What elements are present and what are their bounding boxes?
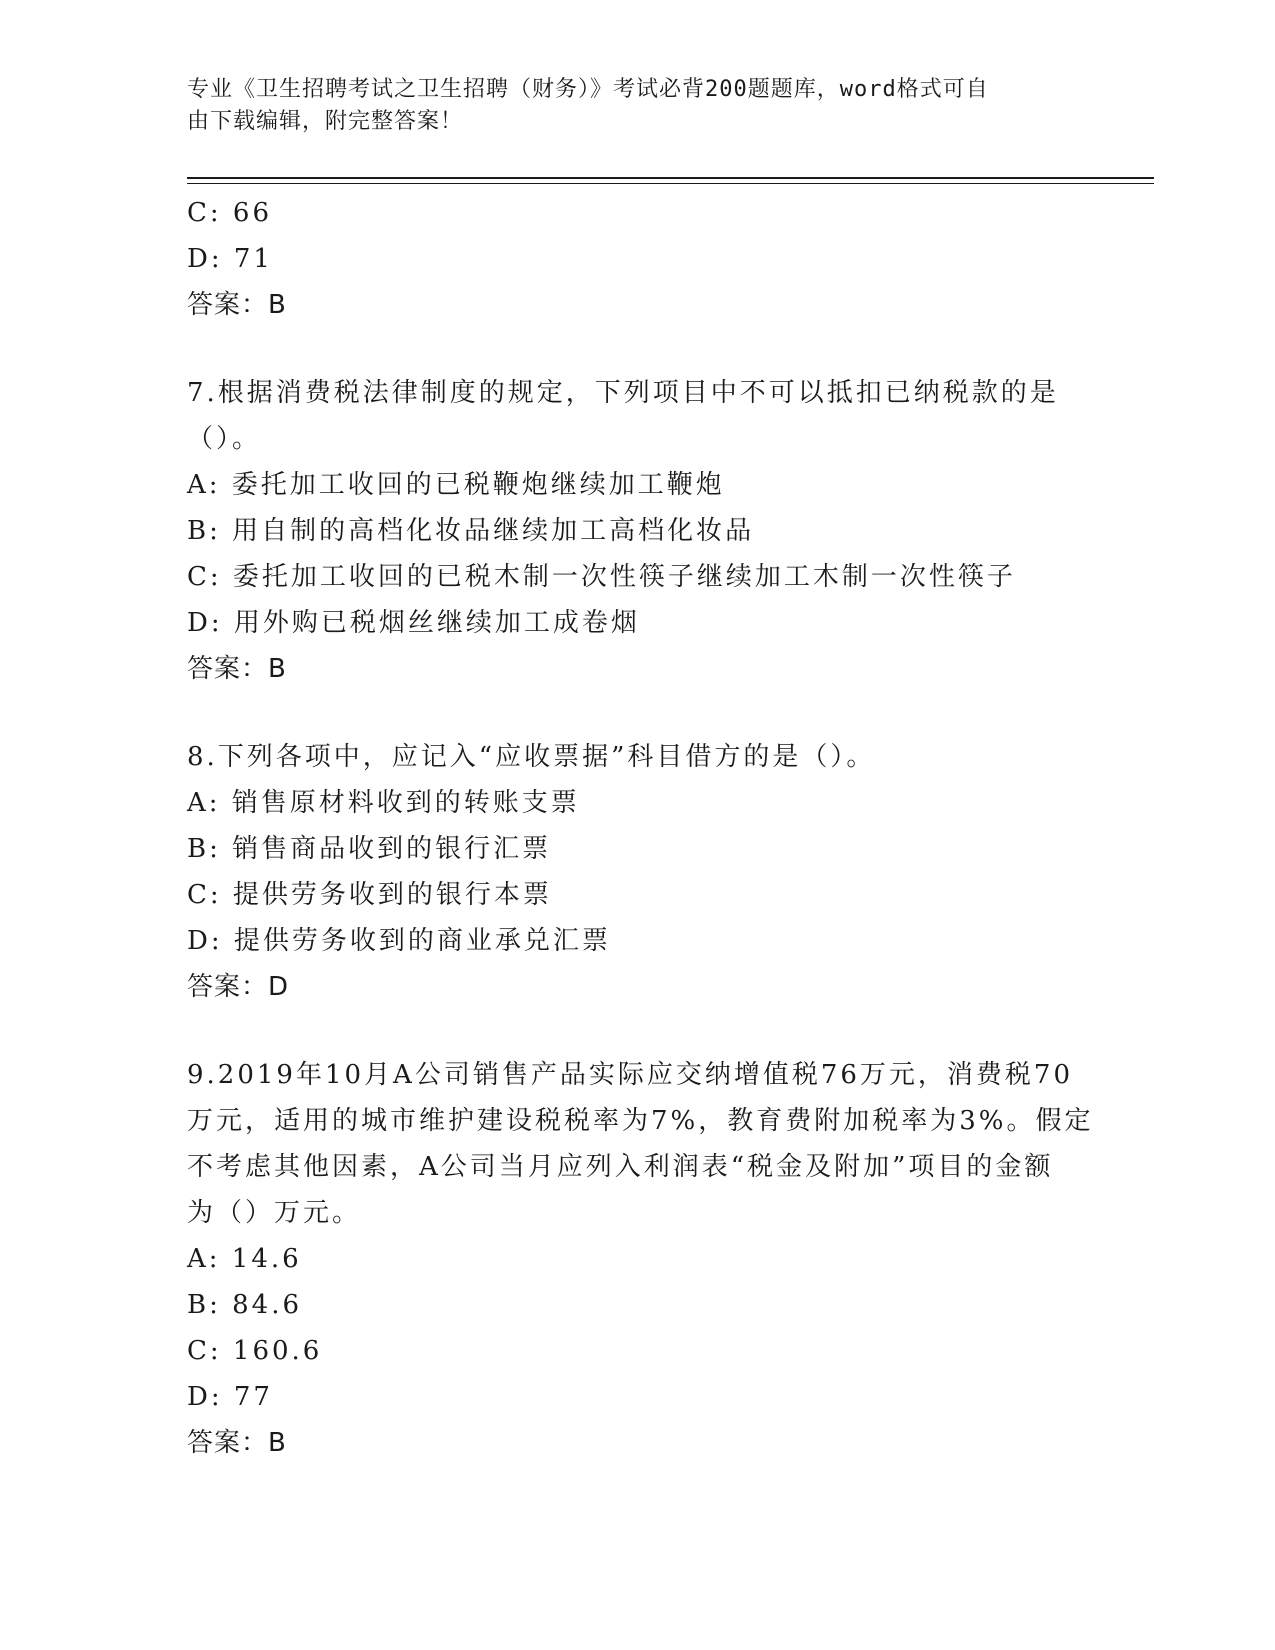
option-d: D: 提供劳务收到的商业承兑汇票 <box>187 926 611 956</box>
question-stem-continued: 万元，适用的城市维护建设税税率为7%，教育费附加税率为3%。假定 <box>187 1106 1094 1136</box>
option-c: C: 提供劳务收到的银行本票 <box>187 880 552 910</box>
option-b: B: 销售商品收到的银行汇票 <box>187 834 552 864</box>
question-9 <box>187 1052 1094 1466</box>
header-line-2: 由下载编辑，附完整答案！ <box>187 109 464 134</box>
option-d: D: 77 <box>187 1382 273 1412</box>
answer-line: 答案：D <box>187 972 290 1002</box>
option-a: A: 委托加工收回的已税鞭炮继续加工鞭炮 <box>187 470 725 500</box>
header-line-1: 专业《卫生招聘考试之卫生招聘（财务）》考试必背200题题库，word格式可自 <box>187 77 989 102</box>
option-c: C: 66 <box>187 198 273 228</box>
document-header <box>187 74 1067 138</box>
option-b: B: 用自制的高档化妆品继续加工高档化妆品 <box>187 516 755 546</box>
answer-line: 答案：B <box>187 290 287 320</box>
option-c: C: 160.6 <box>187 1336 323 1366</box>
question-stem-continued: （）。 <box>187 424 262 454</box>
option-a: A: 销售原材料收到的转账支票 <box>187 788 580 818</box>
answer-line: 答案：B <box>187 654 287 684</box>
question-stem: 7.根据消费税法律制度的规定，下列项目中不可以抵扣已纳税款的是 <box>187 378 1059 408</box>
answer-line: 答案：B <box>187 1428 287 1458</box>
option-d: D: 用外购已税烟丝继续加工成卷烟 <box>187 608 640 638</box>
option-b: B: 84.6 <box>187 1290 303 1320</box>
question-stem-continued: 为（）万元。 <box>187 1198 362 1228</box>
question-6-tail <box>187 190 1087 328</box>
question-stem: 9.2019年10月A公司销售产品实际应交纳增值税76万元，消费税70 <box>187 1060 1074 1090</box>
header-divider-thin <box>187 183 1154 184</box>
question-stem: 8.下列各项中，应记入“应收票据”科目借方的是（）。 <box>187 742 876 772</box>
question-8 <box>187 734 1087 1010</box>
header-divider-thick <box>187 177 1154 179</box>
question-7 <box>187 370 1087 692</box>
option-d: D: 71 <box>187 244 273 274</box>
question-content <box>187 190 1094 1466</box>
option-a: A: 14.6 <box>187 1244 302 1274</box>
option-c: C: 委托加工收回的已税木制一次性筷子继续加工木制一次性筷子 <box>187 562 1016 592</box>
question-stem-continued: 不考虑其他因素，A公司当月应列入利润表“税金及附加”项目的金额 <box>187 1152 1054 1182</box>
